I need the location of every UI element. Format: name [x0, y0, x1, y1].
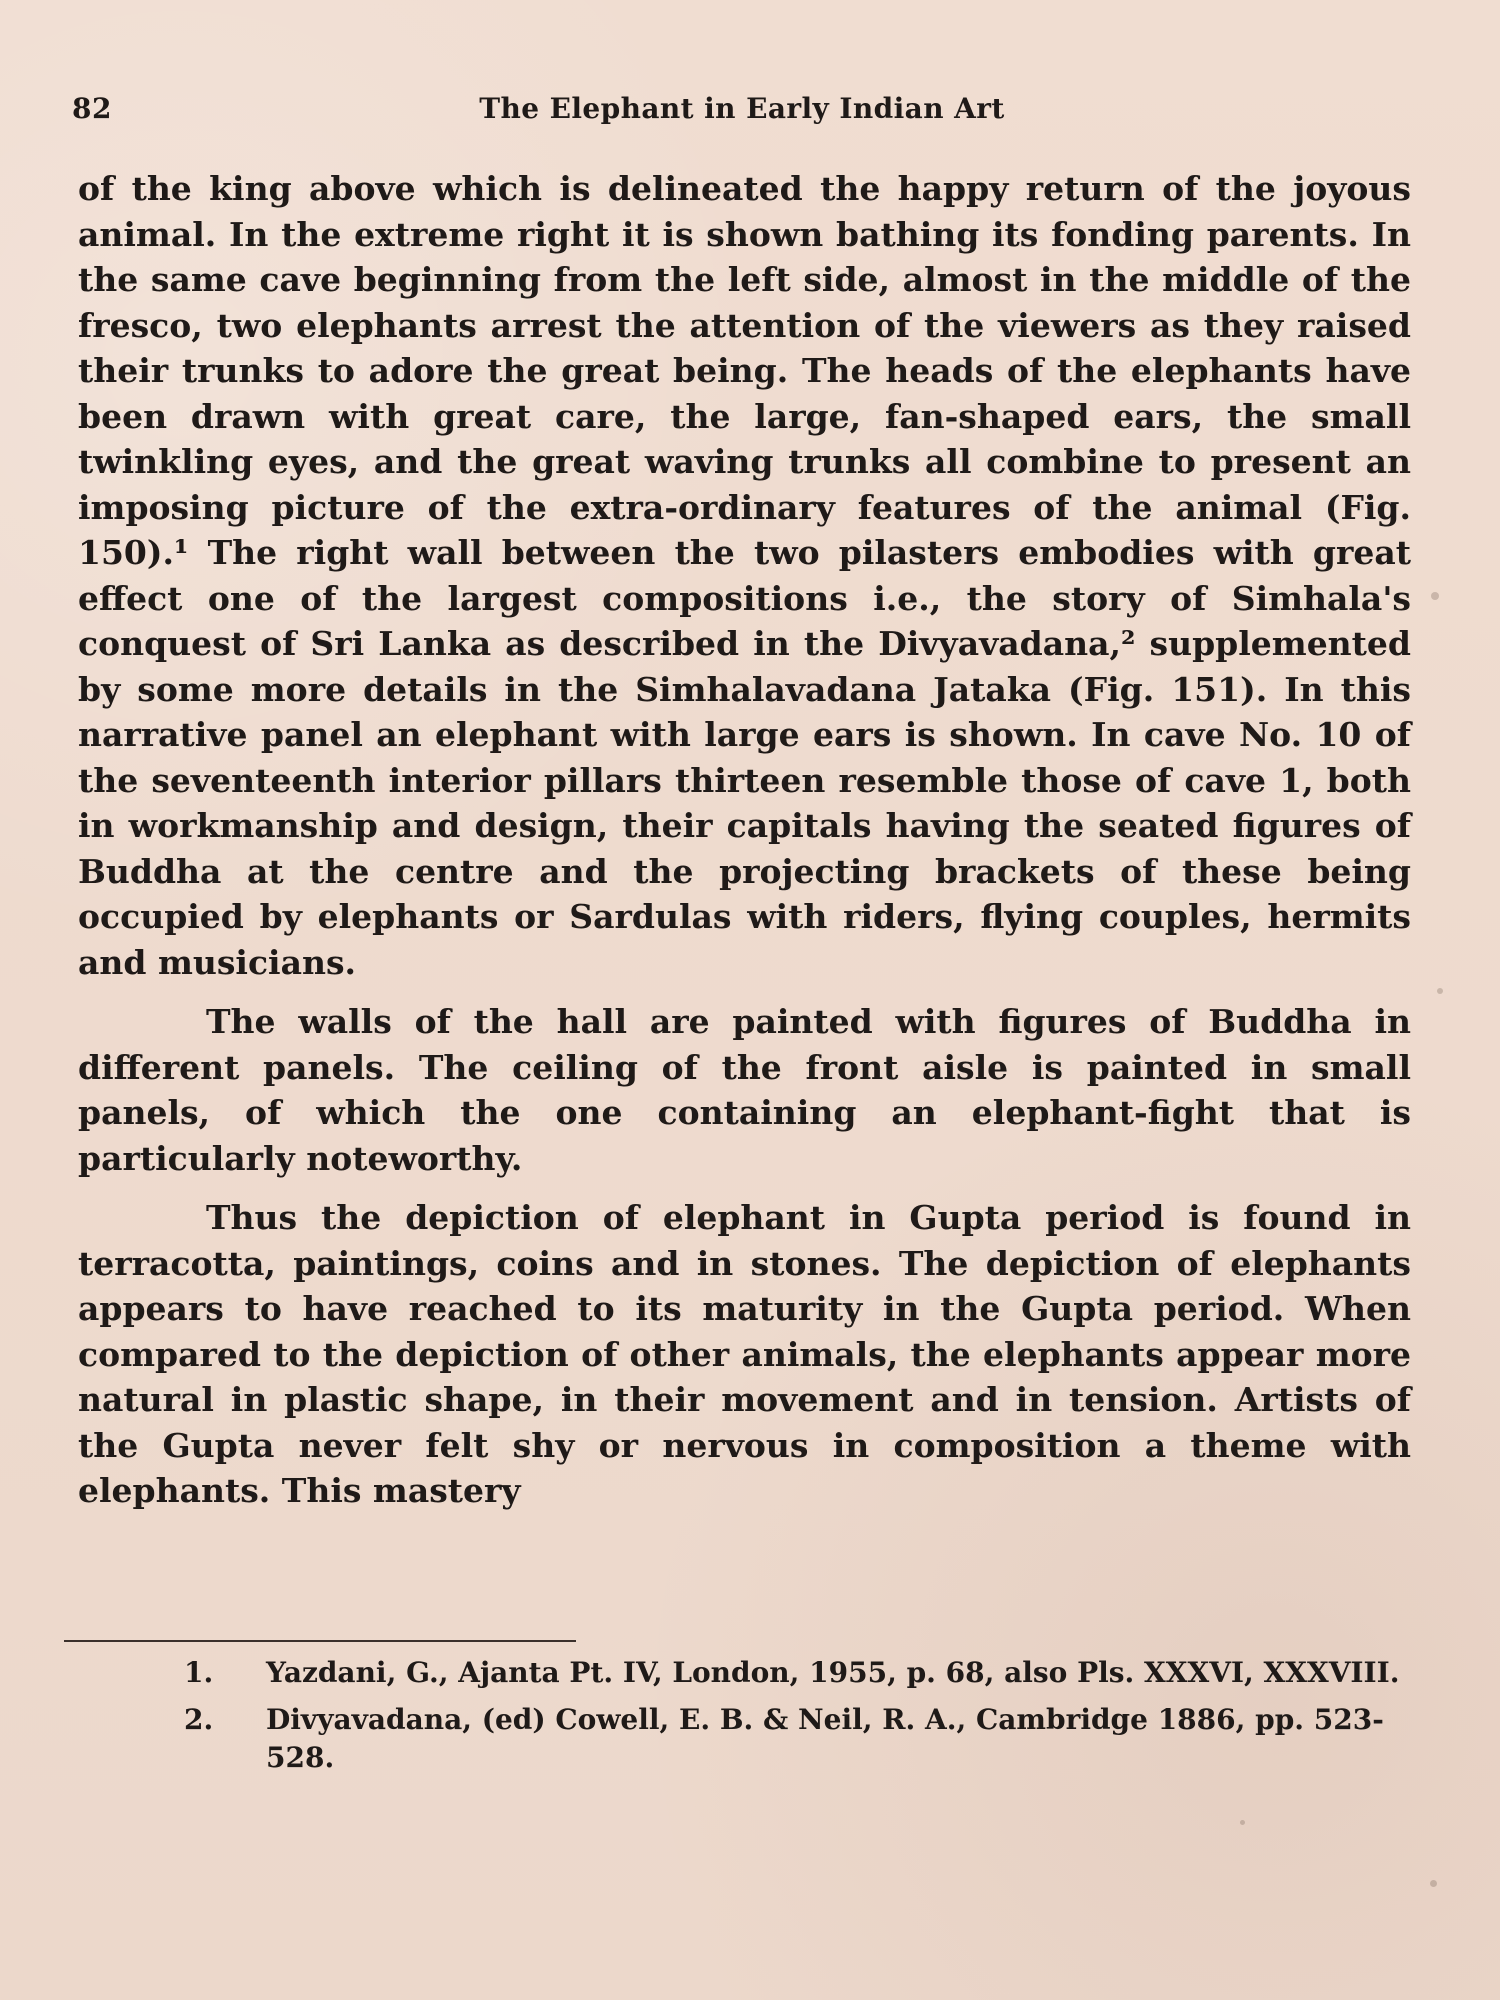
footnote-number-2: 2.: [184, 1703, 214, 1736]
footnote-1: [184, 1654, 1414, 1692]
footnote-2: [184, 1701, 1414, 1777]
ink-speck-4: [1430, 1880, 1437, 1887]
paragraph-3: Thus the depiction of elephant in Gupta period is found in terracotta, paintings, coins and in stones. The depiction of elephants appears to have reached to its maturity in the Gupta period. When compared to the depiction of other animals, the elephants appear more natural in plastic shape, in their movement and in tension. Artists of the Gupta never felt shy or nervous in composition a theme with elephants. This mastery: [78, 1198, 1411, 1510]
paragraph-2: The walls of the hall are painted with figures of Buddha in different panels. The ceiling of the front aisle is painted in small panels, of which the one containing an elephant-fight that is particularly noteworthy.: [78, 1002, 1411, 1178]
footnote-separator: [64, 1640, 576, 1642]
ink-speck-2: [1437, 988, 1443, 994]
footnote-text-2: Divyavadana, (ed) Cowell, E. B. & Neil, R. A., Cambridge 1886, pp. 523-528.: [266, 1703, 1384, 1774]
main-text: [78, 166, 1411, 1528]
ink-speck-1: [1431, 592, 1439, 600]
footnote-number-1: 1.: [184, 1656, 214, 1689]
footnotes: [184, 1654, 1414, 1786]
paragraph-1: of the king above which is delineated the happy return of the joyous animal. In the extreme right it is shown bathing its fonding parents. In the same cave beginning from the left side, almost in the middle of the fresco, two elephants arrest the attention of the viewers as they raised their trunks to adore the great being. The heads of the elephants have been drawn with great care, the large, fan-shaped ears, the small twinkling eyes, and the great waving trunks all combine to present an imposing picture of the extra-ordinary features of the animal (Fig. 150).¹ The right wall between the two pilasters embodies with great effect one of the largest compositions i.e., the story of Simhala's conquest of Sri Lanka as described in the Divyavadana,² supplemented by some more details in the Simhalavadana Jataka (Fig. 151). In this narrative panel an elephant with large ears is shown. In cave No. 10 of the seventeenth interior pillars thirteen resemble those of cave 1, both in workmanship and design, their capitals having the seated figures of Buddha at the centre and the projecting brackets of these being occupied by elephants or Sardulas with riders, flying couples, hermits and musicians.: [78, 169, 1411, 982]
running-head: The Elephant in Early Indian Art: [479, 92, 1005, 125]
footnote-text-1: Yazdani, G., Ajanta Pt. IV, London, 1955, p. 68, also Pls. XXXVI, XXXVIII.: [266, 1656, 1400, 1689]
page-number: 82: [72, 92, 112, 125]
ink-speck-3: [1240, 1820, 1245, 1825]
page-header: [72, 92, 1412, 132]
